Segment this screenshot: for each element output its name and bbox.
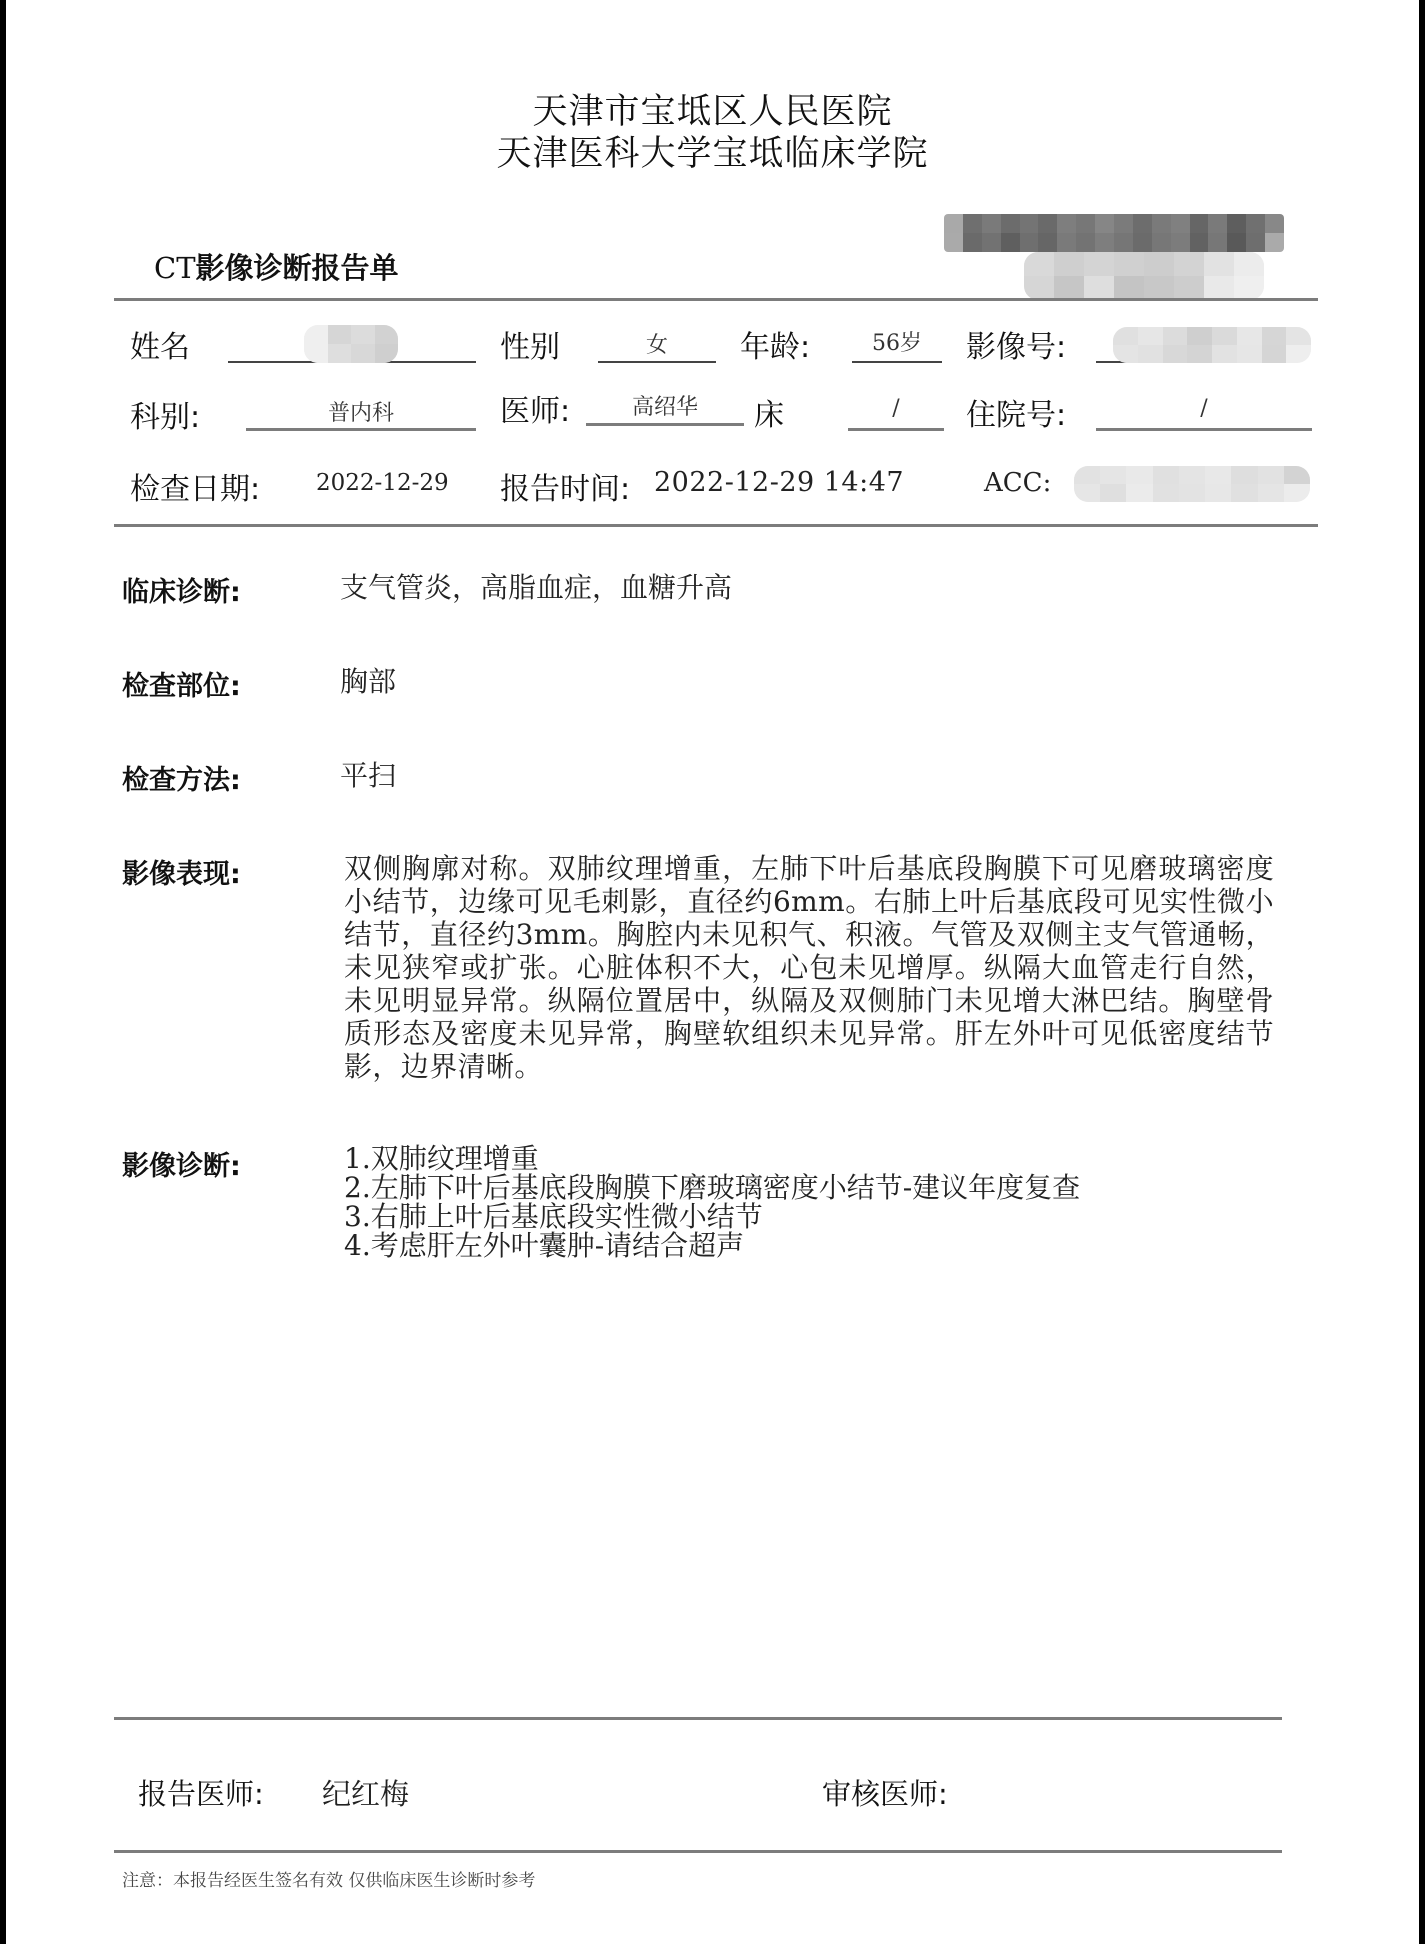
reporting-doctor-value: 纪红梅 xyxy=(322,1777,410,1811)
footer-note: 注意：本报告经医生签名有效 仅供临床医生诊断时参考 xyxy=(122,1871,536,1891)
report-title-text: 影像诊断报告单 xyxy=(195,251,399,285)
impression-item: 1.双肺纹理增重 xyxy=(344,1142,539,1175)
doctor-label: 医师: xyxy=(500,394,571,429)
image-no-label: 影像号: xyxy=(966,330,1067,365)
redacted-barcode-number xyxy=(1024,252,1264,300)
bed-label: 床 xyxy=(754,398,784,433)
signature-bottom-divider xyxy=(114,1850,1282,1853)
doctor-value: 高绍华 xyxy=(631,395,698,420)
exam-site-value: 胸部 xyxy=(340,665,397,698)
inpatient-no-underline xyxy=(1096,428,1312,431)
impression-item: 2.左肺下叶后基底段胸膜下磨玻璃密度小结节-建议年度复查 xyxy=(344,1171,1081,1204)
redacted-image-no xyxy=(1113,327,1311,363)
hospital-name-line1: 天津市宝坻区人民医院 xyxy=(532,92,893,132)
redacted-barcode xyxy=(944,214,1284,252)
sex-value: 女 xyxy=(645,333,668,358)
exam-method-value: 平扫 xyxy=(340,759,397,792)
exam-site-label: 检查部位: xyxy=(122,671,241,702)
sex-underline xyxy=(598,361,716,363)
impression-list xyxy=(344,1144,1080,1260)
department-underline xyxy=(246,428,476,431)
doctor-underline xyxy=(586,423,744,426)
acc-label: ACC: xyxy=(984,468,1052,498)
info-divider xyxy=(114,524,1318,527)
redacted-name xyxy=(304,325,398,363)
report-title xyxy=(154,246,399,287)
inpatient-no-label: 住院号: xyxy=(966,398,1067,433)
age-underline xyxy=(852,361,942,363)
report-time-label: 报告时间: xyxy=(500,472,631,507)
redacted-acc xyxy=(1074,466,1310,502)
findings-text: 双侧胸廓对称。双肺纹理增重，左肺下叶后基底段胸膜下可见磨玻璃密度小结节，边缘可见毛刺影，直径约6mm。右肺上叶后基底段可见实性微小结节，直径约3mm。胸腔内未见积气、积液。气管及双侧主支气管通畅，未见狭窄或扩张。心脏体积不大，心包未见增厚。纵隔大血管走行自然，未见明显异常。纵隔位置居中，纵隔及双侧肺门未见增大淋巴结。胸壁骨质形态及密度未见异常，胸壁软组织未见异常。肝左外叶可见低密度结节影，边界清晰。 xyxy=(344,852,1274,1083)
name-label: 姓名 xyxy=(130,330,190,365)
clinical-diagnosis-value: 支气管炎，高脂血症，血糖升高 xyxy=(340,571,733,604)
age-value: 56岁 xyxy=(872,331,922,356)
reporting-doctor-label: 报告医师: xyxy=(138,1777,264,1811)
sex-label: 性别 xyxy=(500,330,560,365)
signature-top-divider xyxy=(114,1717,1282,1720)
exam-method-label: 检查方法: xyxy=(122,765,241,796)
inpatient-no-value: / xyxy=(1200,396,1208,421)
report-title-prefix: CT xyxy=(154,251,196,285)
impression-item: 4.考虑肝左外叶囊肿-请结合超声 xyxy=(344,1229,745,1262)
department-value: 普内科 xyxy=(327,401,394,426)
exam-date-label: 检查日期: xyxy=(130,472,261,507)
reviewing-doctor-label: 审核医师: xyxy=(822,1777,948,1811)
bed-value: / xyxy=(892,396,900,421)
age-label: 年龄: xyxy=(740,330,811,365)
findings-label: 影像表现: xyxy=(122,859,241,890)
bed-underline xyxy=(848,428,944,431)
report-page xyxy=(6,0,1419,1944)
header-divider xyxy=(114,298,1318,301)
impression-label: 影像诊断: xyxy=(122,1151,241,1182)
impression-item: 3.右肺上叶后基底段实性微小结节 xyxy=(344,1200,763,1233)
report-time-value: 2022-12-29 14:47 xyxy=(654,467,905,498)
exam-date-value: 2022-12-29 xyxy=(316,470,449,496)
clinical-diagnosis-label: 临床诊断: xyxy=(122,577,241,608)
hospital-name-line2: 天津医科大学宝坻临床学院 xyxy=(496,134,929,174)
department-label: 科别: xyxy=(130,400,201,435)
